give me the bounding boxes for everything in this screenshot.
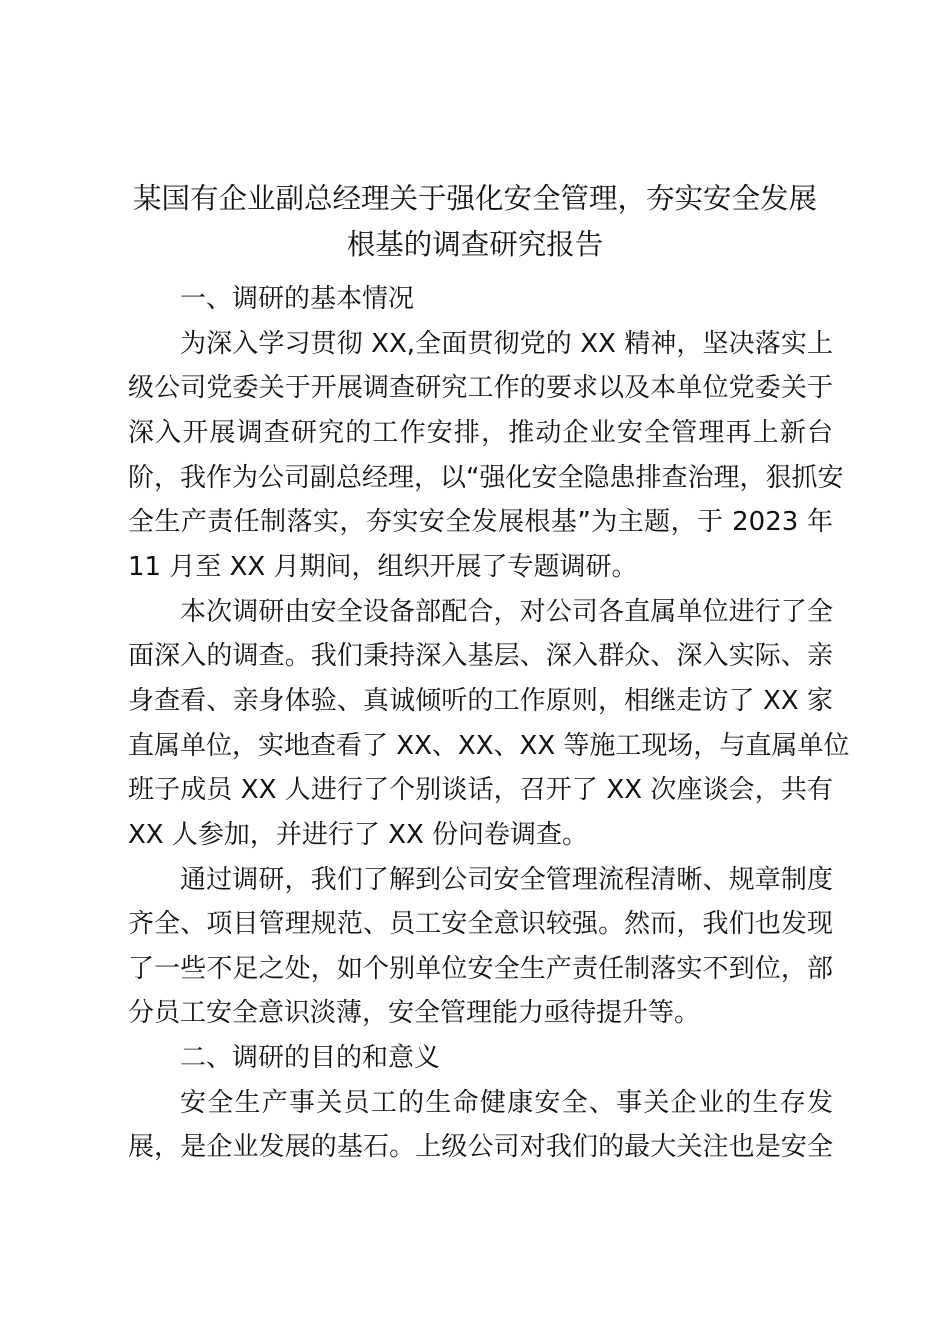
paragraph-line: 身查看、亲身体验、真诚倾听的工作原则，相继走访了 XX 家 <box>128 686 833 716</box>
paragraph-line: 本次调研由安全设备部配合，对公司各直属单位进行了全 <box>180 597 833 627</box>
paragraph-line: 安全生产事关员工的生命健康安全、事关企业的生存发 <box>180 1088 833 1118</box>
paragraph-line: 阶，我作为公司副总经理，以“强化安全隐患排查治理，狠抓安 <box>128 463 844 493</box>
paragraph-line: 11 月至 XX 月期间，组织开展了专题调研。 <box>128 552 638 582</box>
paragraph-line: 级公司党委关于开展调查研究工作的要求以及本单位党委关于 <box>128 373 833 403</box>
title-line-2: 根基的调查研究报告 <box>346 228 604 261</box>
paragraph-line: 分员工安全意识淡薄，安全管理能力亟待提升等。 <box>128 998 701 1028</box>
paragraph-line: 班子成员 XX 人进行了个别谈话，召开了 XX 次座谈会，共有 <box>128 775 833 805</box>
paragraph-line: 通过调研，我们了解到公司安全管理流程清晰、规章制度 <box>180 865 833 895</box>
document-title <box>120 176 830 268</box>
paragraph-line: 了一些不足之处，如个别单位安全生产责任制落实不到位，部 <box>128 954 833 984</box>
paragraph-line: 直属单位，实地查看了 XX、XX、XX 等施工现场，与直属单位 <box>128 731 850 761</box>
section-heading-2: 二、调研的目的和意义 <box>180 1043 441 1073</box>
paragraph-line: 为深入学习贯彻 XX,全面贯彻党的 XX 精神，坚决落实上 <box>180 329 833 359</box>
paragraph-line: 齐全、项目管理规范、员工安全意识较强。然而，我们也发现 <box>128 909 833 939</box>
paragraph-line: 全生产责任制落实，夯实安全发展根基”为主题，于 2023 年 <box>128 507 833 537</box>
section-heading-1: 一、调研的基本情况 <box>180 284 415 314</box>
paragraph-line: 展，是企业发展的基石。上级公司对我们的最大关注也是安全 <box>128 1132 833 1162</box>
paragraph-line: 面深入的调查。我们秉持深入基层、深入群众、深入实际、亲 <box>128 641 833 671</box>
paragraph-line: 深入开展调查研究的工作安排，推动企业安全管理再上新台 <box>128 418 833 448</box>
title-line-1: 某国有企业副总经理关于强化安全管理，夯实安全发展 <box>132 182 817 215</box>
paragraph-line: XX 人参加，并进行了 XX 份问卷调查。 <box>128 820 589 850</box>
